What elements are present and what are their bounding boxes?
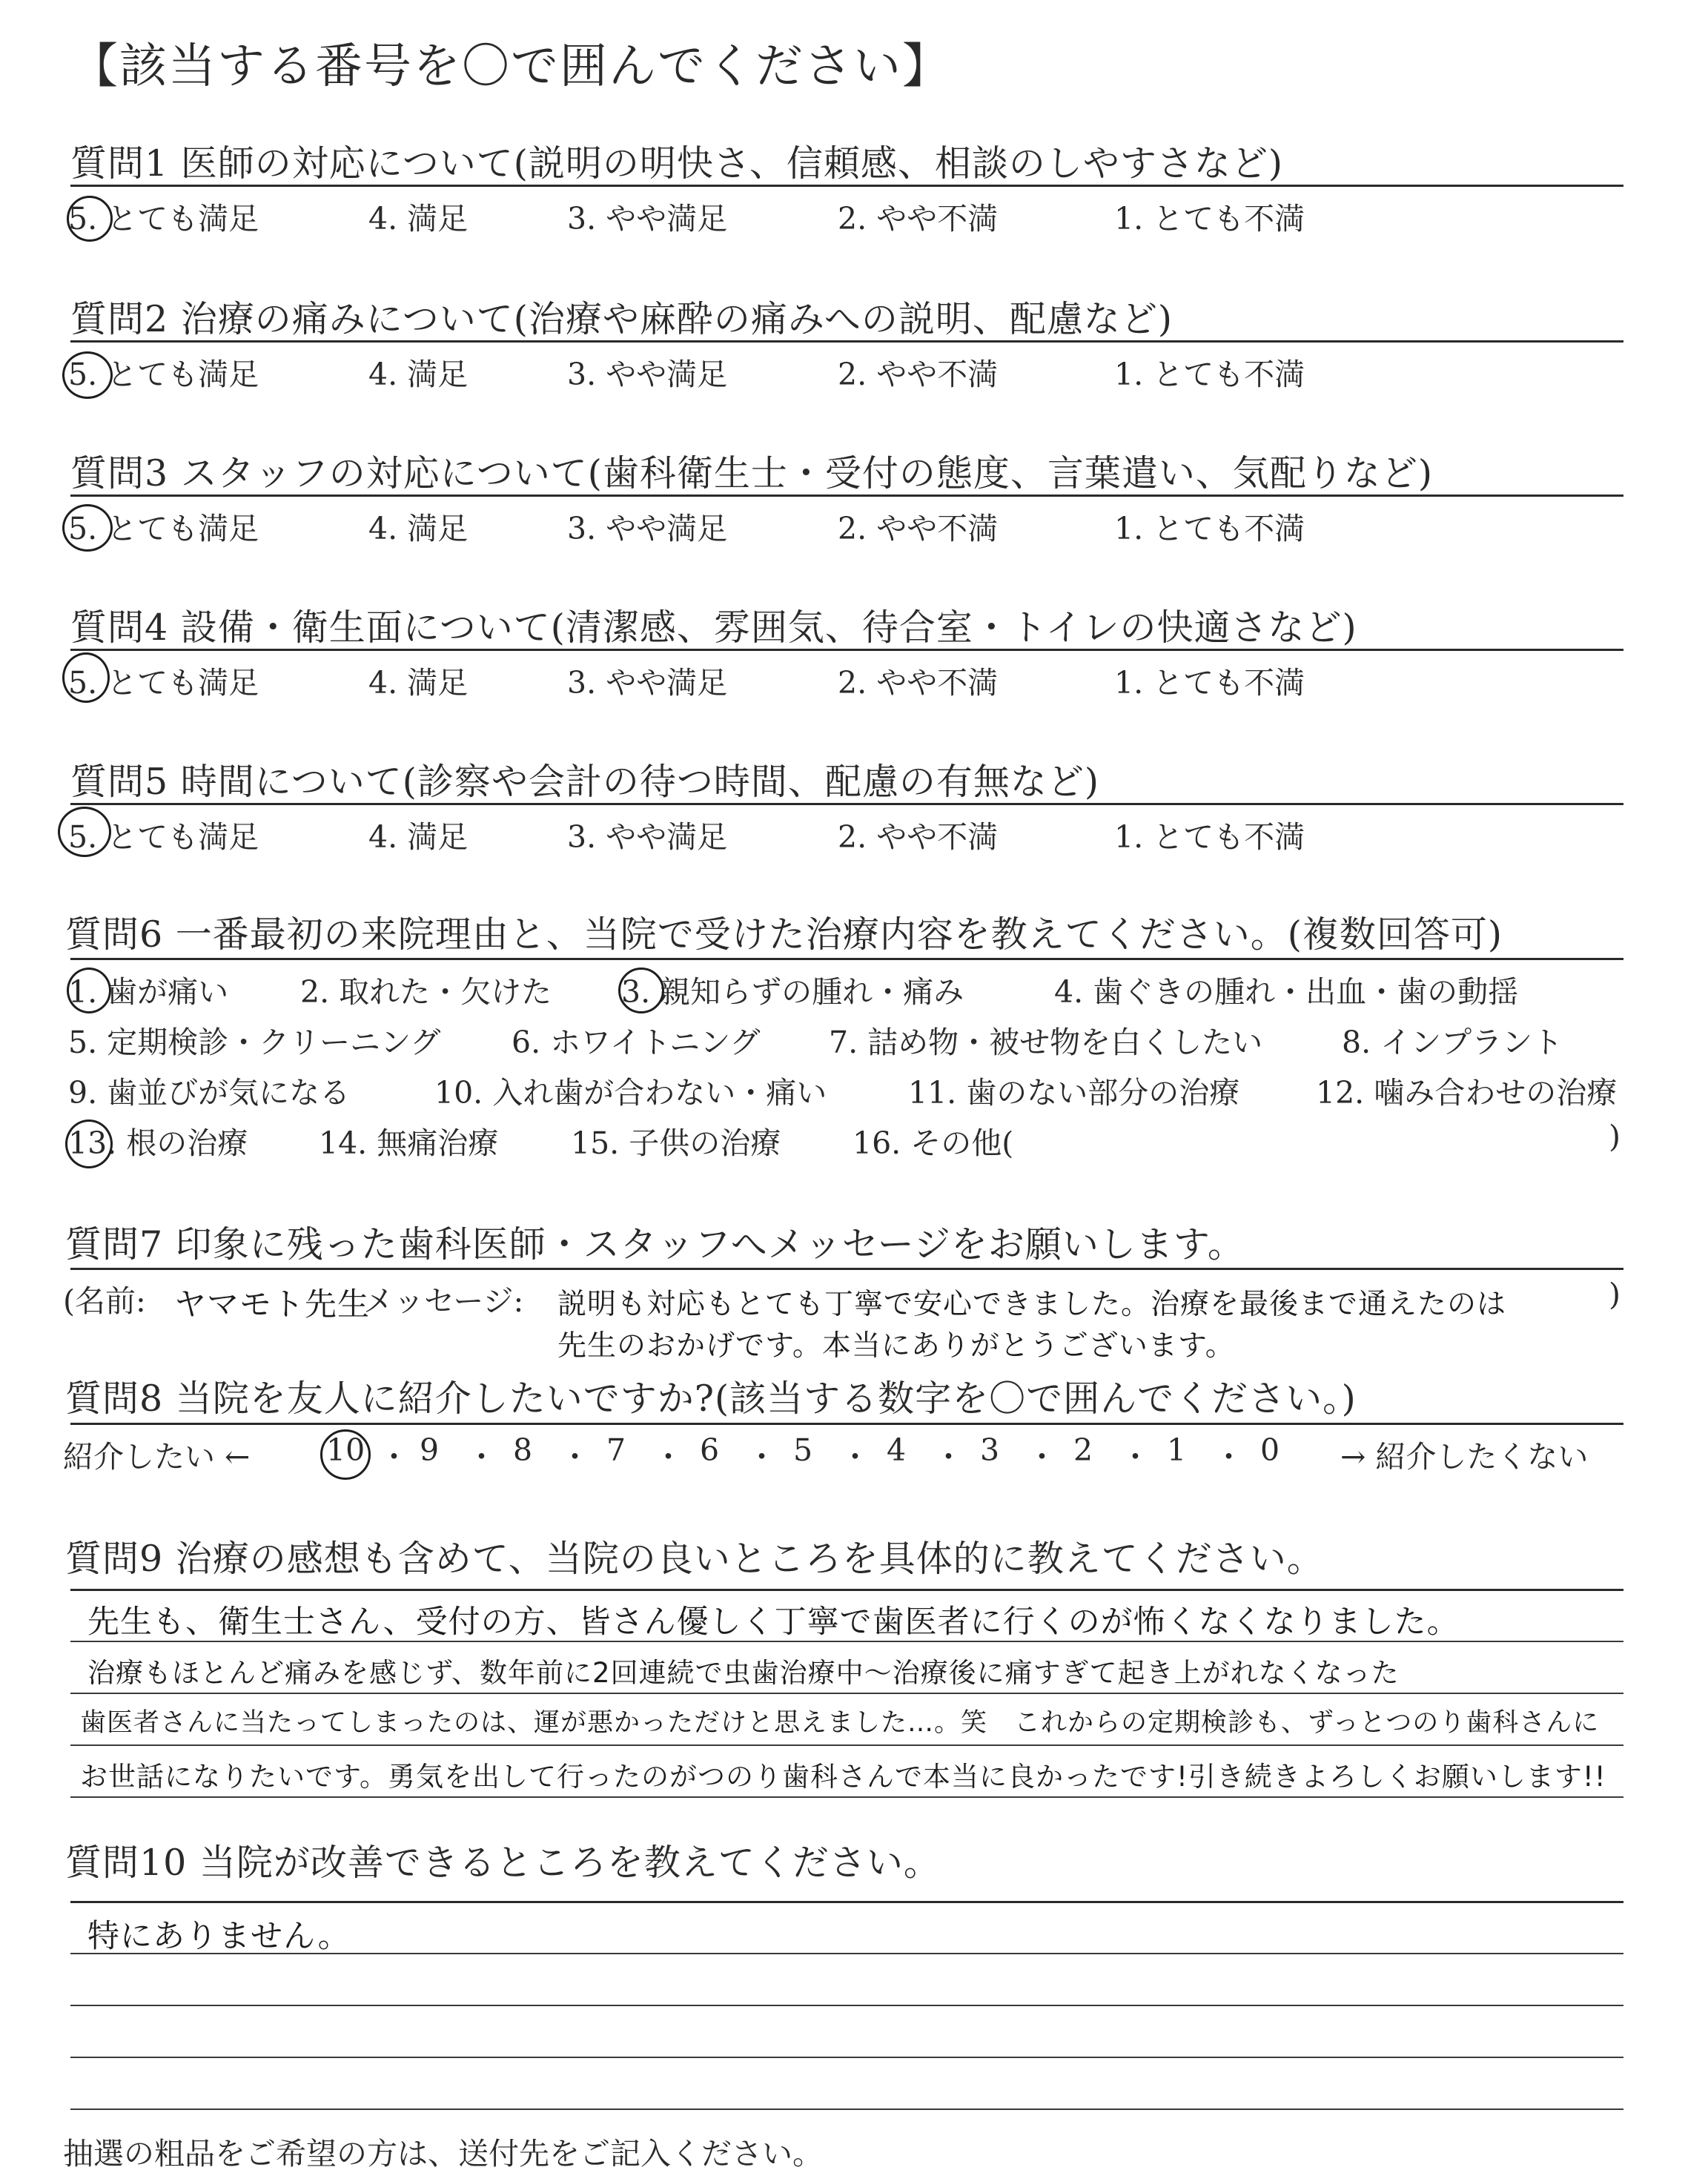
question-8-rule xyxy=(70,1423,1623,1425)
q2-option-1[interactable]: 1. とても不満 xyxy=(1114,357,1305,392)
q6-option-3[interactable]: 3. 親知らずの腫れ・痛み xyxy=(621,974,964,1010)
q7-message-label: メッセージ: xyxy=(363,1283,524,1319)
q8-scale-0[interactable]: 0 xyxy=(1260,1432,1280,1468)
q1-option-2[interactable]: 2. やや不満 xyxy=(838,201,999,237)
q2-selection-circle xyxy=(62,351,113,399)
q2-option-4[interactable]: 4. 満足 xyxy=(368,357,469,392)
q8-scale-7[interactable]: 7 xyxy=(606,1432,626,1468)
q5-option-5[interactable]: 5. とても満足 xyxy=(68,819,259,855)
q8-scale-9[interactable]: 9 xyxy=(420,1432,440,1468)
question-4-rule xyxy=(70,649,1623,651)
question-7-rule xyxy=(70,1268,1623,1270)
q4-option-5[interactable]: 5. とても満足 xyxy=(68,665,259,701)
q7-message-line-1: 説明も対応もとても丁寧で安心できました。治療を最後まで通えたのは xyxy=(557,1288,1507,1321)
q8-scale-separator: ・ xyxy=(747,1439,777,1475)
question-9-rule xyxy=(70,1589,1623,1591)
question-10-label: 質問10 当院が改善できるところを教えてください。 xyxy=(65,1842,941,1884)
q3-selection-circle xyxy=(62,504,113,552)
q9-answer-line-rule-4 xyxy=(70,1796,1623,1798)
q8-scale-8[interactable]: 8 xyxy=(513,1432,533,1468)
q1-option-3[interactable]: 3. やや満足 xyxy=(567,201,728,237)
q6-selection-circle-13 xyxy=(65,1119,113,1168)
q8-scale-3[interactable]: 3 xyxy=(980,1432,1000,1468)
q6-option-2[interactable]: 2. 取れた・欠けた xyxy=(300,974,552,1010)
q4-option-3[interactable]: 3. やや満足 xyxy=(567,665,728,701)
q8-scale-separator: ・ xyxy=(933,1439,964,1475)
q7-message-line-2: 先生のおかげです。本当にありがとうございます。 xyxy=(557,1329,1235,1363)
q8-scale-2[interactable]: 2 xyxy=(1073,1432,1093,1468)
q6-option-1[interactable]: 1. 歯が痛い xyxy=(68,974,229,1010)
q8-scale-separator: ・ xyxy=(1120,1439,1151,1475)
q4-option-4[interactable]: 4. 満足 xyxy=(368,665,469,701)
q10-answer-line-rule-2 xyxy=(70,2005,1623,2006)
q6-option-13[interactable]: 13. 根の治療 xyxy=(68,1125,248,1161)
q10-answer-line-rule-4 xyxy=(70,2108,1623,2110)
q6-option-8[interactable]: 8. インプラント xyxy=(1342,1025,1563,1060)
q8-scale-6[interactable]: 6 xyxy=(700,1432,720,1468)
q8-scale-separator: ・ xyxy=(466,1439,497,1475)
question-1-rule xyxy=(70,185,1623,187)
q9-answer-line-1: 先生も、衛生士さん、受付の方、皆さん優しく丁寧で歯医者に行くのが怖くなくなりました。 xyxy=(87,1604,1460,1641)
q5-selection-circle xyxy=(58,807,111,857)
q6-selection-circle-3 xyxy=(618,968,664,1013)
q7-close-paren: ) xyxy=(1609,1277,1621,1312)
q6-option-5[interactable]: 5. 定期検診・クリーニング xyxy=(68,1025,441,1060)
q8-scale-separator: ・ xyxy=(840,1439,870,1475)
q2-option-3[interactable]: 3. やや満足 xyxy=(567,357,728,392)
q1-option-1[interactable]: 1. とても不満 xyxy=(1114,201,1305,237)
q4-option-1[interactable]: 1. とても不満 xyxy=(1114,665,1305,701)
q6-selection-circle-1 xyxy=(67,968,111,1013)
q10-answer-line-1: 特にありません。 xyxy=(87,1918,351,1955)
question-6-label: 質問6 一番最初の来院理由と、当院で受けた治療内容を教えてください。(複数回答可) xyxy=(65,913,1503,956)
q1-option-5[interactable]: 5. とても満足 xyxy=(68,201,259,237)
question-2-label: 質問2 治療の痛みについて(治療や麻酔の痛みへの説明、配慮など) xyxy=(70,298,1174,340)
q6-other-close-paren: ) xyxy=(1609,1119,1621,1154)
question-10-rule xyxy=(70,1901,1623,1903)
q5-option-2[interactable]: 2. やや不満 xyxy=(838,819,999,855)
question-9-label: 質問9 治療の感想も含めて、当院の良いところを具体的に教えてください。 xyxy=(65,1538,1324,1580)
q3-option-2[interactable]: 2. やや不満 xyxy=(838,511,999,546)
q9-answer-line-2: 治療もほとんど痛みを感じず、数年前に2回連続で虫歯治療中〜治療後に痛すぎて起き上がれなくなった xyxy=(87,1657,1400,1689)
question-6-rule xyxy=(70,958,1623,960)
q6-option-6[interactable]: 6. ホワイトニング xyxy=(512,1025,761,1060)
q8-scale-5[interactable]: 5 xyxy=(793,1432,813,1468)
q1-selection-circle xyxy=(67,196,113,242)
q8-scale-10[interactable]: 10 xyxy=(326,1432,365,1468)
q6-option-11[interactable]: 11. 歯のない部分の治療 xyxy=(908,1075,1240,1111)
q4-selection-circle xyxy=(62,652,110,703)
q9-answer-line-3: 歯医者さんに当たってしまったのは、運が悪かっただけと思えました…。笑 これからの定期検診も、ずっとつのり歯科さんに xyxy=(80,1708,1600,1738)
q2-option-5[interactable]: 5. とても満足 xyxy=(68,357,259,392)
footer-partial-text: 抽選の粗品をご希望の方は、送付先をご記入ください。 xyxy=(63,2136,823,2172)
q8-scale-separator: ・ xyxy=(1214,1439,1244,1475)
q5-option-3[interactable]: 3. やや満足 xyxy=(567,819,728,855)
q3-option-3[interactable]: 3. やや満足 xyxy=(567,511,728,546)
q9-answer-line-rule-3 xyxy=(70,1744,1623,1746)
question-3-rule xyxy=(70,495,1623,497)
question-5-rule xyxy=(70,803,1623,805)
q6-option-15[interactable]: 15. 子供の治療 xyxy=(571,1125,781,1161)
q3-option-4[interactable]: 4. 満足 xyxy=(368,511,469,546)
q6-option-10[interactable]: 10. 入れ歯が合わない・痛い xyxy=(434,1075,827,1111)
q5-option-4[interactable]: 4. 満足 xyxy=(368,819,469,855)
q6-option-16[interactable]: 16. その他( xyxy=(853,1125,1014,1161)
q9-answer-line-rule-2 xyxy=(70,1693,1623,1694)
q8-right-label: → 紹介したくない xyxy=(1340,1439,1589,1475)
q6-option-9[interactable]: 9. 歯並びが気になる xyxy=(68,1075,351,1111)
q8-left-label: 紹介したい ← xyxy=(63,1439,251,1475)
question-8-label: 質問8 当院を友人に紹介したいですか?(該当する数字を〇で囲んでください。) xyxy=(65,1377,1357,1420)
q8-scale-separator: ・ xyxy=(653,1439,683,1475)
q6-option-14[interactable]: 14. 無痛治療 xyxy=(319,1125,499,1161)
question-1-label: 質問1 医師の対応について(説明の明快さ、信頼感、相談のしやすさなど) xyxy=(70,142,1284,185)
q8-scale-4[interactable]: 4 xyxy=(887,1432,907,1468)
question-2-rule xyxy=(70,340,1623,343)
q1-option-4[interactable]: 4. 満足 xyxy=(368,201,469,237)
q8-selection-circle xyxy=(320,1429,371,1480)
question-7-label: 質問7 印象に残った歯科医師・スタッフへメッセージをお願いします。 xyxy=(65,1223,1245,1266)
q8-scale-separator: ・ xyxy=(560,1439,590,1475)
q8-scale-separator: ・ xyxy=(1027,1439,1057,1475)
q7-name-label: (名前: xyxy=(63,1283,146,1319)
q3-option-1[interactable]: 1. とても不満 xyxy=(1114,511,1305,546)
q6-option-7[interactable]: 7. 詰め物・被せ物を白くしたい xyxy=(829,1025,1263,1060)
q8-scale-1[interactable]: 1 xyxy=(1167,1432,1187,1468)
q3-option-5[interactable]: 5. とても満足 xyxy=(68,511,259,546)
q6-option-4[interactable]: 4. 歯ぐきの腫れ・出血・歯の動揺 xyxy=(1054,974,1519,1010)
q6-option-12[interactable]: 12. 噛み合わせの治療 xyxy=(1316,1075,1618,1111)
q5-option-1[interactable]: 1. とても不満 xyxy=(1114,819,1305,855)
q10-answer-line-rule-3 xyxy=(70,2057,1623,2058)
q2-option-2[interactable]: 2. やや不満 xyxy=(838,357,999,392)
q9-answer-line-4: お世話になりたいです。勇気を出して行ったのがつのり歯科さんで本当に良かったです!引き続きよろしくお願いします!! xyxy=(80,1761,1606,1793)
question-3-label: 質問3 スタッフの対応について(歯科衛生士・受付の態度、言葉遣い、気配りなど) xyxy=(70,452,1434,495)
q7-name-handwritten: ヤマモト先生 xyxy=(174,1286,370,1323)
page-title: 【該当する番号を〇で囲んでください】 xyxy=(70,39,951,94)
question-5-label: 質問5 時間について(診察や会計の待つ時間、配慮の有無など) xyxy=(70,761,1100,803)
q4-option-2[interactable]: 2. やや不満 xyxy=(838,665,999,701)
q8-scale-separator: ・ xyxy=(379,1439,409,1475)
question-4-label: 質問4 設備・衛生面について(清潔感、雰囲気、待合室・トイレの快適さなど) xyxy=(70,606,1357,649)
